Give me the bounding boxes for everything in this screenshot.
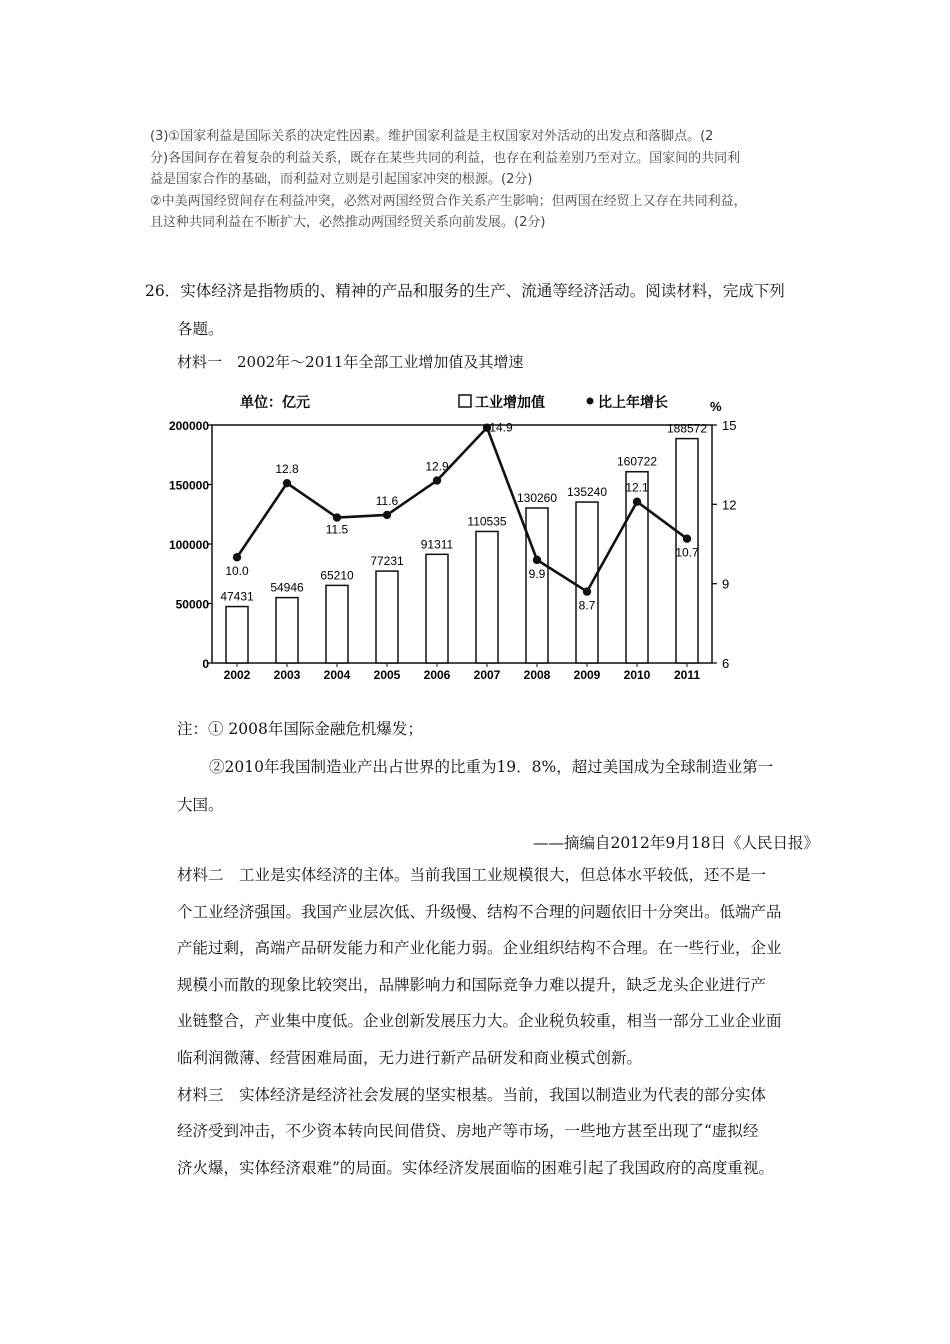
answer-line: 益是国家合作的基础，而利益对立则是引起国家冲突的根源。(2分) bbox=[150, 172, 533, 187]
x-tick-label: 2003 bbox=[273, 668, 301, 682]
bar-label: 188572 bbox=[666, 421, 708, 436]
bar-label: 110535 bbox=[467, 514, 507, 529]
answer-line: 分)各国间存在着复杂的利益关系，既存在某些共同的利益，也存在利益差别乃至对立。国家间的共同利 bbox=[150, 150, 741, 166]
right-tick-label: 6 bbox=[722, 656, 730, 671]
material3-line: 济火爆，实体经济艰难”的局面。实体经济发展面临的困难引起了我国政府的高度重视。 bbox=[177, 1158, 774, 1177]
x-tick-label: 2002 bbox=[223, 668, 251, 682]
legend-bar-swatch bbox=[459, 395, 471, 407]
answer-block bbox=[150, 126, 790, 234]
right-tick-label: 9 bbox=[722, 576, 730, 592]
bar-label: 91311 bbox=[420, 537, 454, 552]
note-1: 注：① 2008年国际金融危机爆发； bbox=[177, 720, 423, 738]
growth-label: 14.9 bbox=[489, 420, 513, 435]
bar bbox=[476, 531, 498, 663]
bar-label: 160722 bbox=[616, 454, 658, 469]
note-source: ——摘编自2012年9月18日《人民日报》 bbox=[532, 834, 819, 852]
question-text-cont: 各题。 bbox=[177, 320, 224, 338]
growth-point bbox=[283, 479, 291, 487]
right-unit-label: % bbox=[710, 399, 722, 414]
x-tick-label: 2010 bbox=[623, 668, 651, 682]
material1-title: 材料一 2002年～2011年全部工业增加值及其增速 bbox=[177, 353, 524, 371]
unit-label: 单位：亿元 bbox=[240, 395, 310, 411]
x-tick-label: 2006 bbox=[423, 668, 451, 682]
growth-label: 10.7 bbox=[675, 545, 699, 560]
bar bbox=[326, 585, 348, 663]
material2-line: 临利润微薄、经营困难局面，无力进行新产品研发和商业模式创新。 bbox=[177, 1048, 643, 1067]
growth-point bbox=[683, 535, 691, 543]
growth-point bbox=[583, 587, 591, 595]
x-tick-label: 2009 bbox=[573, 668, 601, 682]
question-text: 26．实体经济是指物质的、精神的产品和服务的生产、流通等经济活动。阅读材料，完成下列 bbox=[145, 282, 785, 300]
left-tick-label: 50000 bbox=[175, 597, 209, 612]
question-26 bbox=[145, 272, 825, 348]
x-tick-label: 2007 bbox=[473, 668, 501, 682]
materials-2-3 bbox=[177, 857, 827, 1186]
legend-bar-label: 工业增加值 bbox=[475, 395, 545, 411]
bar-label: 130260 bbox=[516, 490, 558, 505]
growth-point bbox=[533, 556, 541, 564]
growth-line bbox=[237, 428, 687, 592]
chart-notes bbox=[177, 710, 827, 862]
bar-label: 77231 bbox=[370, 554, 404, 569]
material2-line: 产能过剩，高端产品研发能力和产业化能力弱。企业组织结构不合理。在一些行业，企业 bbox=[177, 939, 782, 958]
bar bbox=[376, 571, 398, 663]
industry-chart bbox=[150, 385, 740, 689]
material3-line: 经济受到冲击，不少资本转向民间借贷、房地产等市场，一些地方甚至出现了“虚拟经 bbox=[177, 1122, 759, 1141]
answer-line: 且这种共同利益在不断扩大，必然推动两国经贸关系向前发展。(2分) bbox=[150, 215, 546, 230]
bar bbox=[526, 508, 548, 663]
growth-label: 8.7 bbox=[578, 598, 596, 613]
right-tick-label: 15 bbox=[722, 418, 737, 433]
bar-label: 135240 bbox=[566, 485, 608, 500]
growth-label: 10.0 bbox=[225, 564, 249, 579]
material2-line: 规模小而散的现象比较突出，品牌影响力和国际竞争力难以提升，缺乏龙头企业进行产 bbox=[177, 975, 767, 994]
note-2-cont: 大国。 bbox=[177, 796, 224, 814]
growth-point bbox=[383, 511, 391, 519]
material3-line: 材料三 实体经济是经济社会发展的坚实根基。当前，我国以制造业为代表的部分实体 bbox=[177, 1085, 767, 1104]
growth-point bbox=[433, 476, 441, 484]
material2-line: 材料二 工业是实体经济的主体。当前我国工业规模很大，但总体水平较低，还不是一 bbox=[177, 866, 767, 884]
growth-label: 11.5 bbox=[325, 522, 349, 537]
growth-point bbox=[333, 513, 341, 521]
bar bbox=[226, 607, 248, 663]
left-tick-label: 0 bbox=[202, 657, 209, 671]
chart-svg bbox=[150, 385, 740, 685]
bar bbox=[276, 598, 298, 663]
bar bbox=[426, 554, 448, 663]
x-tick-label: 2008 bbox=[523, 668, 551, 682]
growth-label: 12.9 bbox=[425, 459, 449, 474]
growth-point bbox=[633, 497, 641, 505]
legend-line-swatch bbox=[587, 398, 594, 405]
left-tick-label: 200000 bbox=[168, 419, 209, 433]
left-tick-label: 100000 bbox=[168, 538, 209, 552]
growth-label: 9.9 bbox=[528, 566, 546, 581]
legend-line-label: 比上年增长 bbox=[598, 395, 668, 411]
bar-label: 47431 bbox=[220, 589, 254, 604]
x-tick-label: 2004 bbox=[323, 668, 351, 682]
material2-line: 个工业经济强国。我国产业层次低、升级慢、结构不合理的问题依旧十分突出。低端产品 bbox=[177, 902, 782, 921]
x-tick-label: 2005 bbox=[373, 668, 401, 682]
bar bbox=[576, 502, 598, 663]
answer-line: ②中美两国经贸间存在利益冲突，必然对两国经贸合作关系产生影响；但两国在经贸上又存在共同利益， bbox=[150, 193, 747, 209]
answer-line: (3)①国家利益是国际关系的决定性因素。维护国家利益是主权国家对外活动的出发点和落脚点。(2 bbox=[150, 129, 714, 144]
growth-label: 12.8 bbox=[275, 462, 299, 477]
growth-label: 12.1 bbox=[625, 480, 649, 495]
note-2: ②2010年我国制造业产出占世界的比重为19．8%，超过美国成为全球制造业第一 bbox=[209, 758, 774, 776]
material2-line: 业链整合，产业集中度低。企业创新发展压力大。企业税负较重，相当一部分工业企业面 bbox=[177, 1012, 782, 1031]
x-tick-label: 2011 bbox=[673, 668, 701, 682]
right-tick-label: 12 bbox=[722, 497, 737, 513]
left-tick-label: 150000 bbox=[168, 478, 209, 493]
growth-point bbox=[233, 553, 241, 561]
bar-label: 65210 bbox=[320, 568, 354, 583]
bar-label: 54946 bbox=[270, 580, 304, 595]
growth-label: 11.6 bbox=[375, 493, 399, 508]
